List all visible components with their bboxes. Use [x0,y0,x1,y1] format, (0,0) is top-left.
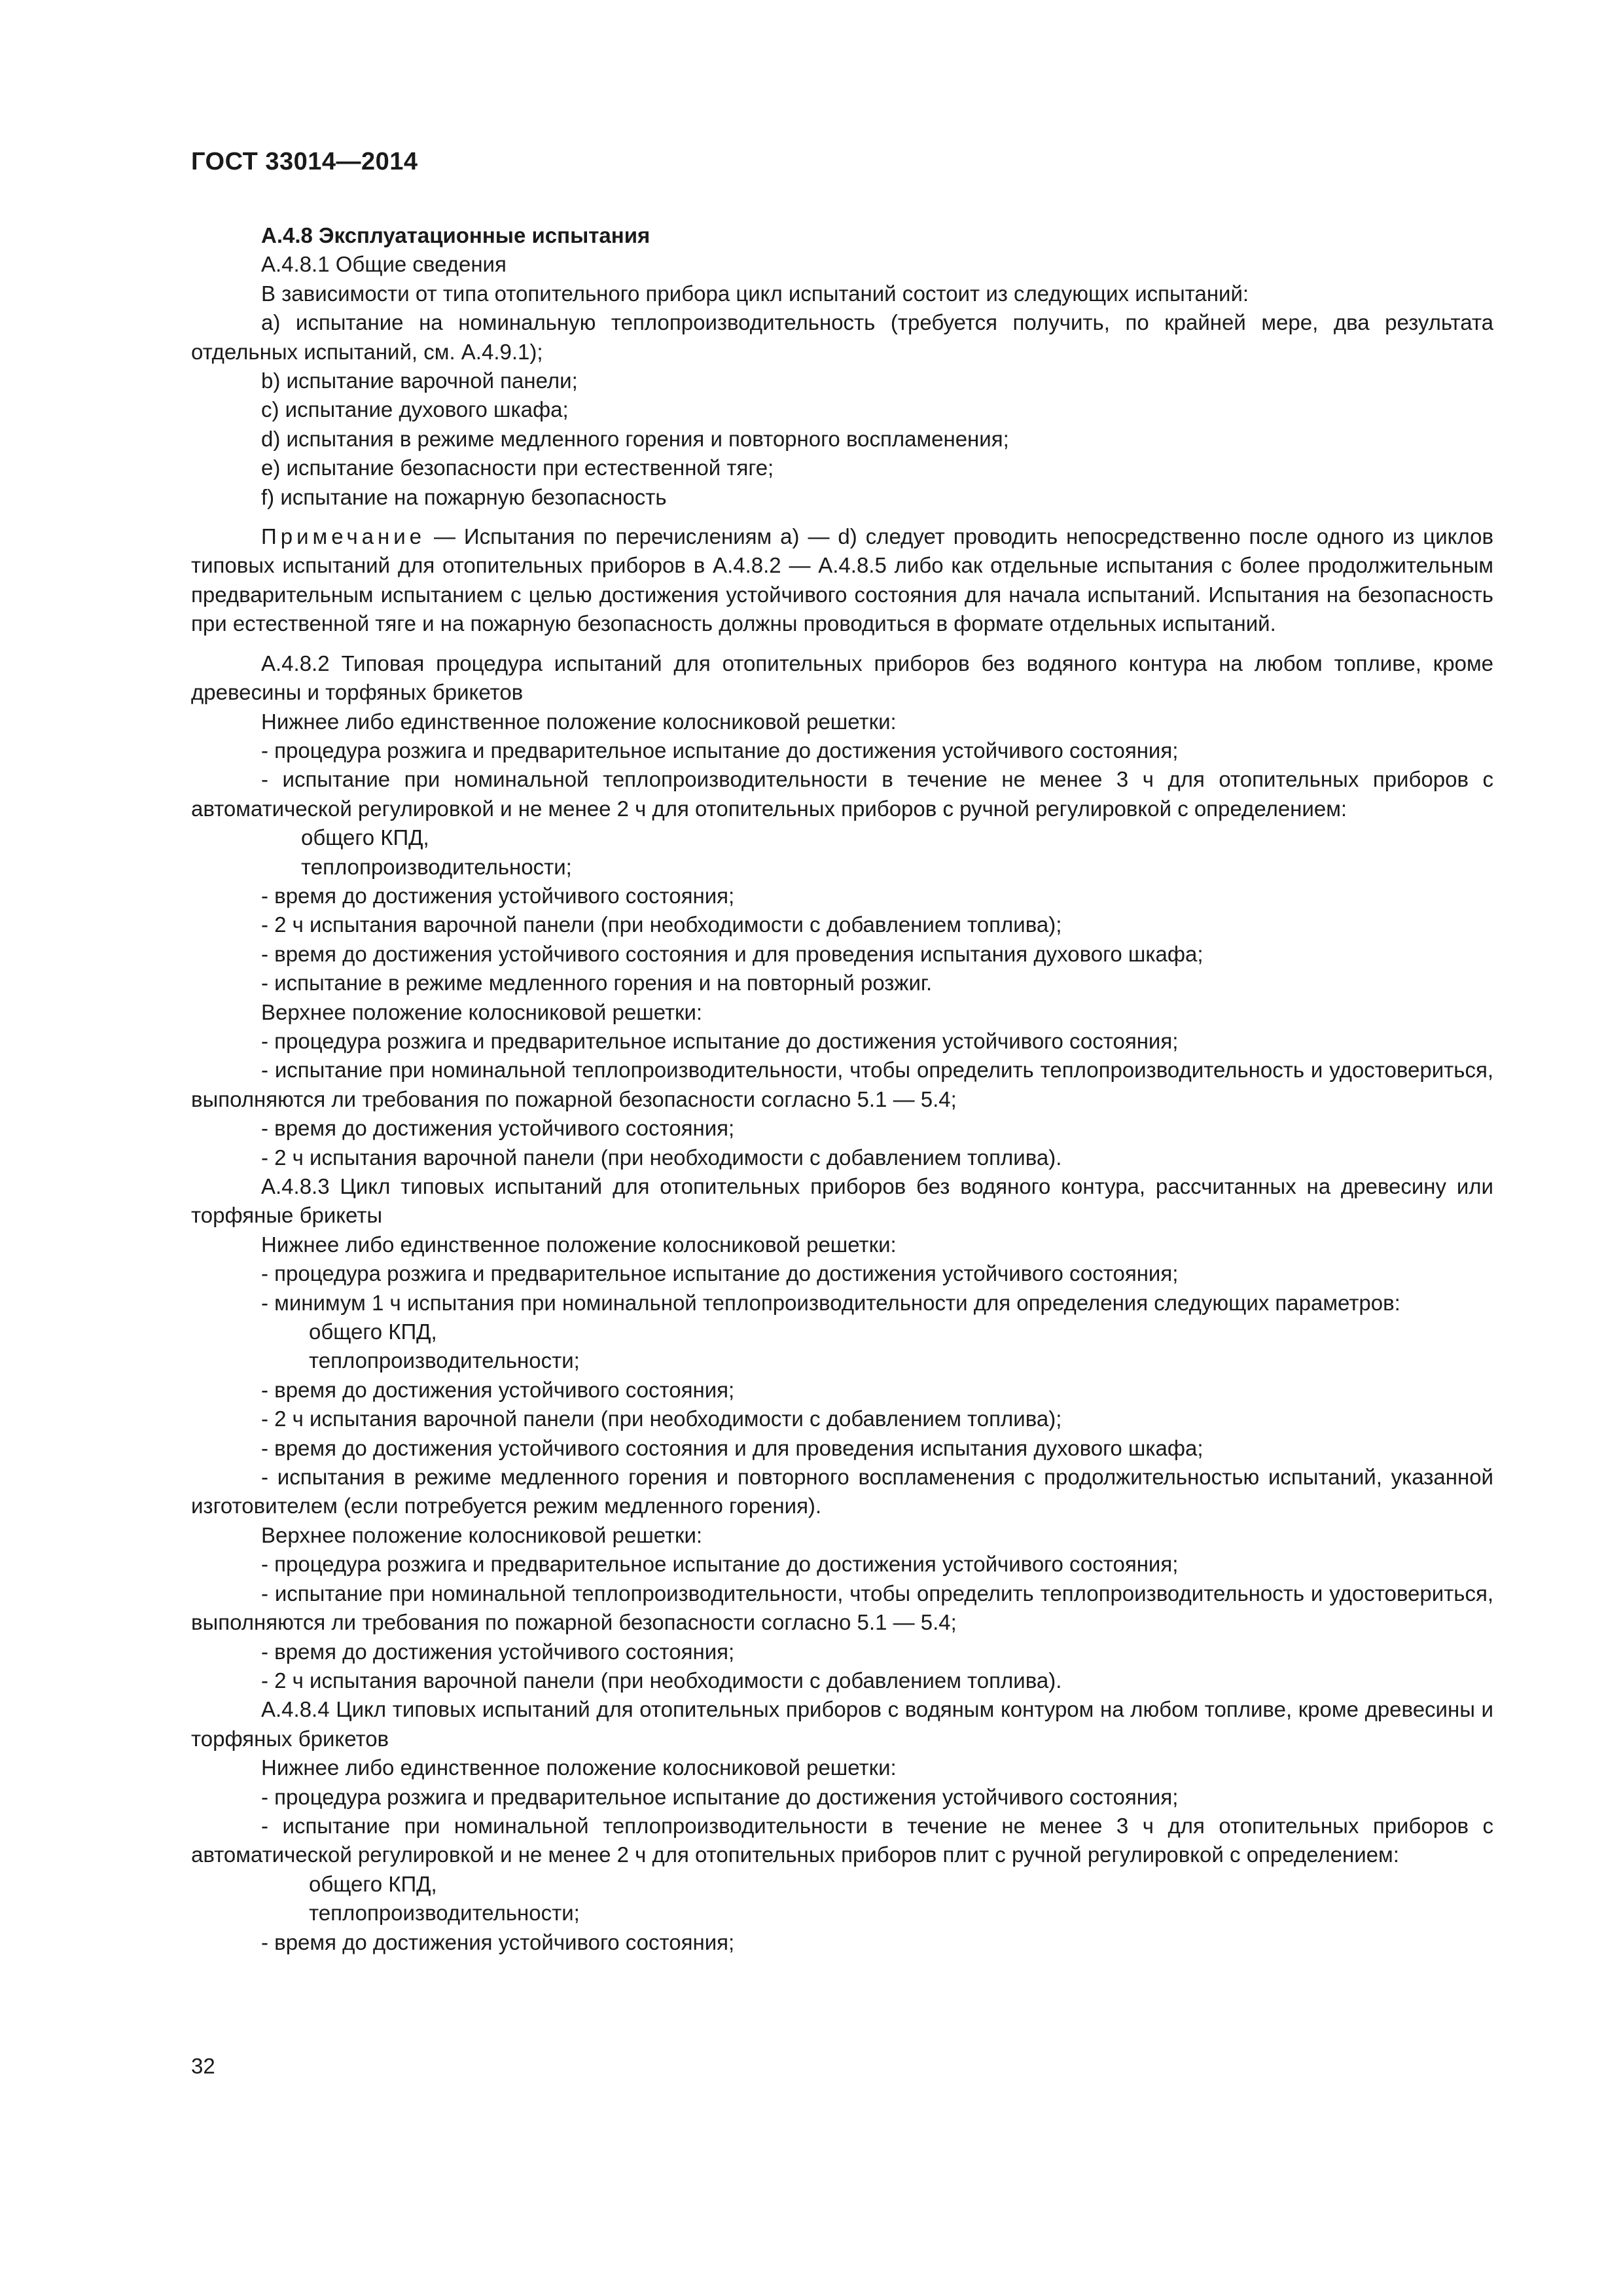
subsection-title: А.4.8.3 Цикл типовых испытаний для отопительных приборов без водяного контура, рассчитанных на древесину или торфяные брикеты [191,1174,1493,1228]
list-item: - испытание при номинальной теплопроизводительности в течение не менее 3 ч для отопительных приборов с автоматической регулировкой и не менее 2 ч для отопительных приборов с ручной регулировкой с определением: [191,767,1493,821]
page-body [191,221,1493,1957]
paragraph: Нижнее либо единственное положение колосниковой решетки: [261,709,897,734]
list-item: - процедура розжига и предварительное испытание до достижения устойчивого состояния; [261,1552,1179,1577]
paragraph: Нижнее либо единственное положение колосниковой решетки: [261,1755,897,1780]
paragraph: Нижнее либо единственное положение колосниковой решетки: [261,1232,897,1257]
paragraph: Верхнее положение колосниковой решетки: [261,999,703,1024]
list-item: - время до достижения устойчивого состояния; [261,1116,735,1141]
list-item: - испытания в режиме медленного горения и повторного воспламенения с продолжительностью испытаний, указанной изготовителем (если потребуется режим медленного горения). [191,1465,1493,1518]
list-item: с) испытание духового шкафа; [261,397,569,422]
list-item: - минимум 1 ч испытания при номинальной теплопроизводительности для определения следующих параметров: [261,1290,1400,1315]
list-item: - процедура розжига и предварительное испытание до достижения устойчивого состояния; [261,1784,1179,1809]
sub-item: теплопроизводительности; [309,1901,580,1926]
subsection-title: А.4.8.2 Типовая процедура испытаний для отопительных приборов без водяного контура на любом топливе, кроме древесины и торфяных брикетов [191,651,1493,705]
list-item: - испытание в режиме медленного горения и на повторный розжиг. [261,971,933,996]
list-item: - время до достижения устойчивого состояния; [261,1377,735,1402]
subsection-title: А.4.8.1 Общие сведения [261,252,507,277]
list-item: - 2 ч испытания варочной панели (при необходимости с добавлением топлива); [261,1407,1062,1431]
list-item: - испытание при номинальной теплопроизводительности, чтобы определить теплопроизводительность и удостовериться, выполняются ли требования по пожарной безопасности согласно 5.1 — 5.4; [191,1581,1493,1635]
list-item: - время до достижения устойчивого состояния; [261,883,735,908]
sub-item: общего КПД, [309,1319,437,1344]
list-item: - время до достижения устойчивого состояния и для проведения испытания духового шкафа; [261,941,1204,966]
list-item: e) испытание безопасности при естественной тяге; [261,456,774,480]
list-item: - испытание при номинальной теплопроизводительности, чтобы определить теплопроизводительность и удостовериться, выполняются ли требования по пожарной безопасности согласно 5.1 — 5.4; [191,1058,1493,1111]
sub-item: теплопроизводительности; [301,854,572,879]
list-item: b) испытание варочной панели; [261,368,578,393]
sub-item: общего КПД, [309,1871,437,1896]
subsection-title: А.4.8.4 Цикл типовых испытаний для отопительных приборов с водяным контуром на любом топливе, кроме древесины и торфяных брикетов [191,1697,1493,1751]
list-item: - время до достижения устойчивого состояния; [261,1929,735,1954]
list-item: - процедура розжига и предварительное испытание до достижения устойчивого состояния; [261,1028,1179,1053]
list-item: - время до достижения устойчивого состояния; [261,1639,735,1664]
list-item: - процедура розжига и предварительное испытание до достижения устойчивого состояния; [261,1261,1179,1286]
paragraph: Верхнее положение колосниковой решетки: [261,1522,703,1547]
sub-item: общего КПД, [301,825,429,850]
list-item: - испытание при номинальной теплопроизводительности в течение не менее 3 ч для отопительных приборов с автоматической регулировкой и не менее 2 ч для отопительных приборов плит с ручной регулировкой с определением: [191,1813,1493,1867]
list-item: - 2 ч испытания варочной панели (при необходимости с добавлением топлива). [261,1145,1062,1170]
list-item: а) испытание на номинальную теплопроизводительность (требуется получить, по крайней мере, два результата отдельных испытаний, см. А.4.9.1); [191,310,1493,364]
section-title: А.4.8 Эксплуатационные испытания [261,223,651,247]
list-item: - время до достижения устойчивого состояния и для проведения испытания духового шкафа; [261,1435,1204,1460]
page-number: 32 [191,2054,215,2078]
list-item: - 2 ч испытания варочной панели (при необходимости с добавлением топлива). [261,1668,1062,1693]
list-item: d) испытания в режиме медленного горения и повторного воспламенения; [261,426,1009,451]
note-paragraph [191,522,1493,639]
paragraph: В зависимости от типа отопительного прибора цикл испытаний состоит из следующих испытаний: [261,281,1249,306]
list-item: - 2 ч испытания варочной панели (при необходимости с добавлением топлива); [261,912,1062,937]
document-header: ГОСТ 33014—2014 [191,148,418,175]
list-item: f) испытание на пожарную безопасность [261,484,667,509]
sub-item: теплопроизводительности; [309,1348,580,1373]
note-label: Примечание [261,524,426,549]
list-item: - процедура розжига и предварительное испытание до достижения устойчивого состояния; [261,738,1179,762]
note-text: — Испытания по перечислениям а) — d) следует проводить непосредственно после одного из циклов типовых испытаний для отопительных приборов в А.4.8.2 — А.4.8.5 либо как отдельные испытания с более продолжительным предварительным испытанием с целью достижения устойчивого состояния для начала испытаний. Испытания на безопасность при естественной тяге и на пожарную безопасность должны проводиться в формате отдельных испытаний. [191,524,1493,636]
